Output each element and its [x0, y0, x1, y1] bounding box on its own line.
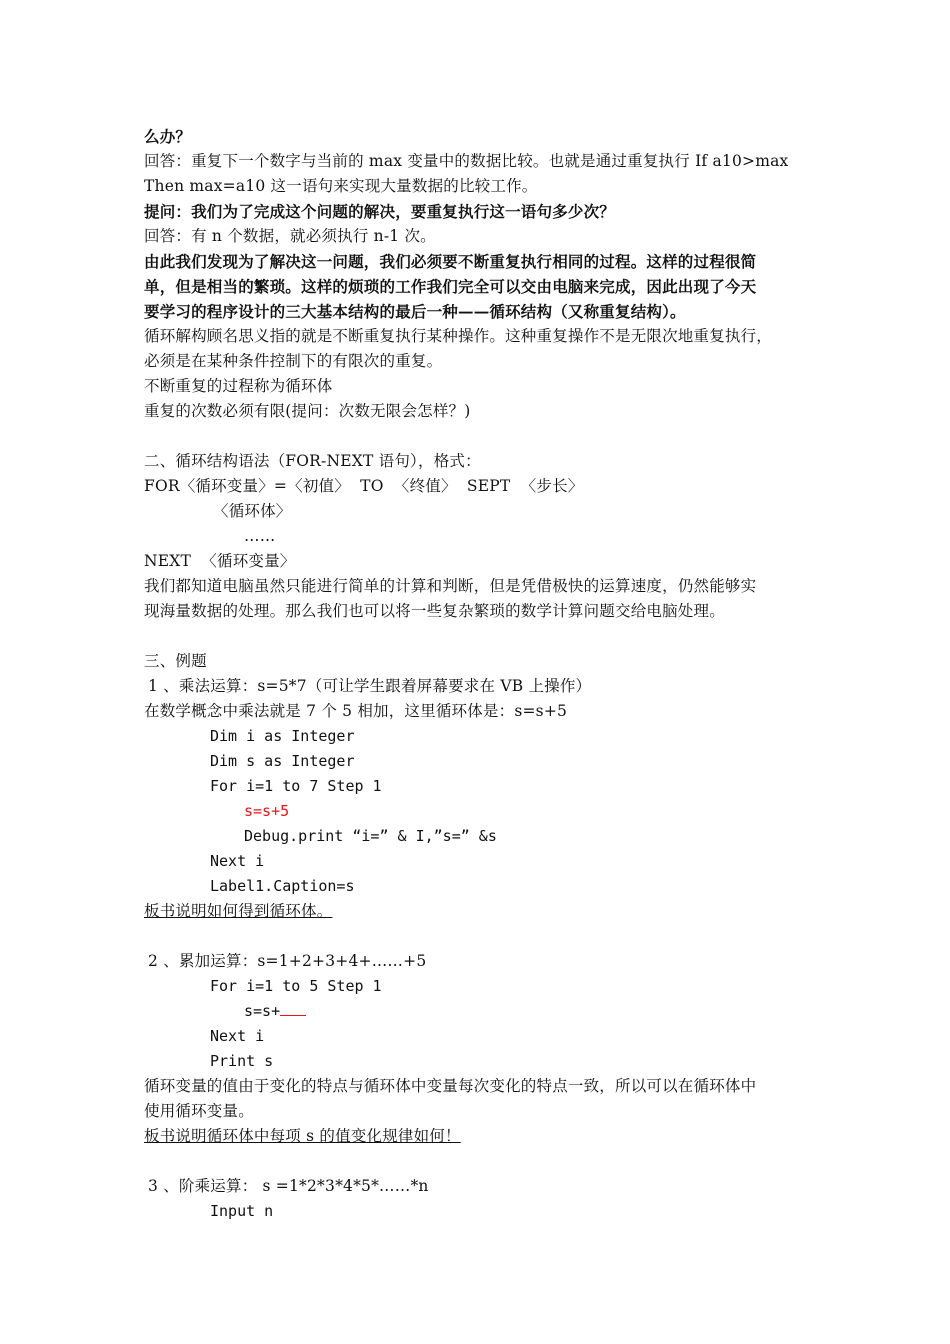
text-line: 我们都知道电脑虽然只能进行简单的计算和判断，但是凭借极快的运算速度，仍然能够实 [144, 577, 757, 595]
bold-paragraph-line: 要学习的程序设计的三大基本结构的最后一种——循环结构（又称重复结构）。 [144, 302, 686, 321]
code-line: Debug.print “i=” & I,”s=” &s [244, 827, 497, 845]
section-heading: 三、例题 [144, 652, 207, 670]
text-line: 必须是在某种条件控制下的有限次的重复。 [144, 352, 443, 370]
answer-line: 回答：有 n 个数据，就必须执行 n-1 次。 [144, 227, 436, 245]
text-line: 不断重复的过程称为循环体 [144, 377, 333, 395]
text-line: 循环解构顾名思义指的就是不断重复执行某种操作。这种重复操作不是无限次地重复执行， [144, 327, 773, 345]
code-line: Dim i as Integer [210, 727, 355, 745]
code-line: Input n [210, 1202, 274, 1220]
example-heading: 2 、累加运算：s=1+2+3+4+……+5 [148, 952, 427, 970]
code-line-with-blank [244, 999, 306, 1024]
text-line: 在数学概念中乘法就是 7 个 5 相加，这里循环体是：s=s+5 [144, 702, 568, 720]
code-line: Dim s as Integer [210, 752, 355, 770]
code-text: s=s+ [244, 1002, 281, 1020]
code-line: Print s [210, 1052, 274, 1070]
example-heading: 3 、阶乘运算： s =1*2*3*4*5*……*n [148, 1177, 429, 1195]
section-heading: 二、循环结构语法（FOR-NEXT 语句），格式： [144, 452, 481, 470]
question-line: 提问：我们为了完成这个问题的解决，要重复执行这一语句多少次？ [144, 202, 616, 221]
code-line: Label1.Caption=s [210, 877, 355, 895]
text-line: 循环变量的值由于变化的特点与循环体中变量每次变化的特点一致，所以可以在循环体中 [144, 1077, 757, 1095]
syntax-line: FOR〈循环变量〉=〈初值〉 TO 〈终值〉 SEPT 〈步长〉 [144, 477, 584, 495]
code-line: Next i [210, 852, 265, 870]
underlined-note: 板书说明循环体中每项 s 的值变化规律如何！ [144, 1127, 461, 1145]
text-line: Then max=a10 这一语句来实现大量数据的比较工作。 [144, 177, 538, 195]
text-line: 重复的次数必须有限(提问：次数无限会怎样？) [144, 402, 471, 420]
underlined-note: 板书说明如何得到循环体。 [144, 902, 333, 920]
fill-in-blank [280, 1000, 306, 1016]
text-line: 回答：重复下一个数字与当前的 max 变量中的数据比较。也就是通过重复执行 If a10>max [144, 152, 789, 170]
text-line: 使用循环变量。 [144, 1102, 254, 1120]
code-line: For i=1 to 7 Step 1 [210, 777, 382, 795]
code-line: For i=1 to 5 Step 1 [210, 977, 382, 995]
syntax-line: 〈循环体〉 [213, 502, 292, 520]
code-line-highlight: s=s+5 [244, 802, 290, 820]
text-line: 么办？ [144, 127, 192, 146]
bold-paragraph-line: 单，但是相当的繁琐。这样的烦琐的工作我们完全可以交由电脑来完成，因此出现了今天 [144, 277, 757, 296]
syntax-line: …… [244, 527, 276, 545]
example-heading: 1 、乘法运算：s=5*7（可让学生跟着屏幕要求在 VB 上操作） [148, 677, 592, 695]
syntax-line: NEXT 〈循环变量〉 [144, 552, 296, 570]
code-line: Next i [210, 1027, 265, 1045]
bold-paragraph-line: 由此我们发现为了解决这一问题，我们必须要不断重复执行相同的过程。这样的过程很简 [144, 252, 757, 271]
text-line: 现海量数据的处理。那么我们也可以将一些复杂繁琐的数学计算问题交给电脑处理。 [144, 602, 725, 620]
